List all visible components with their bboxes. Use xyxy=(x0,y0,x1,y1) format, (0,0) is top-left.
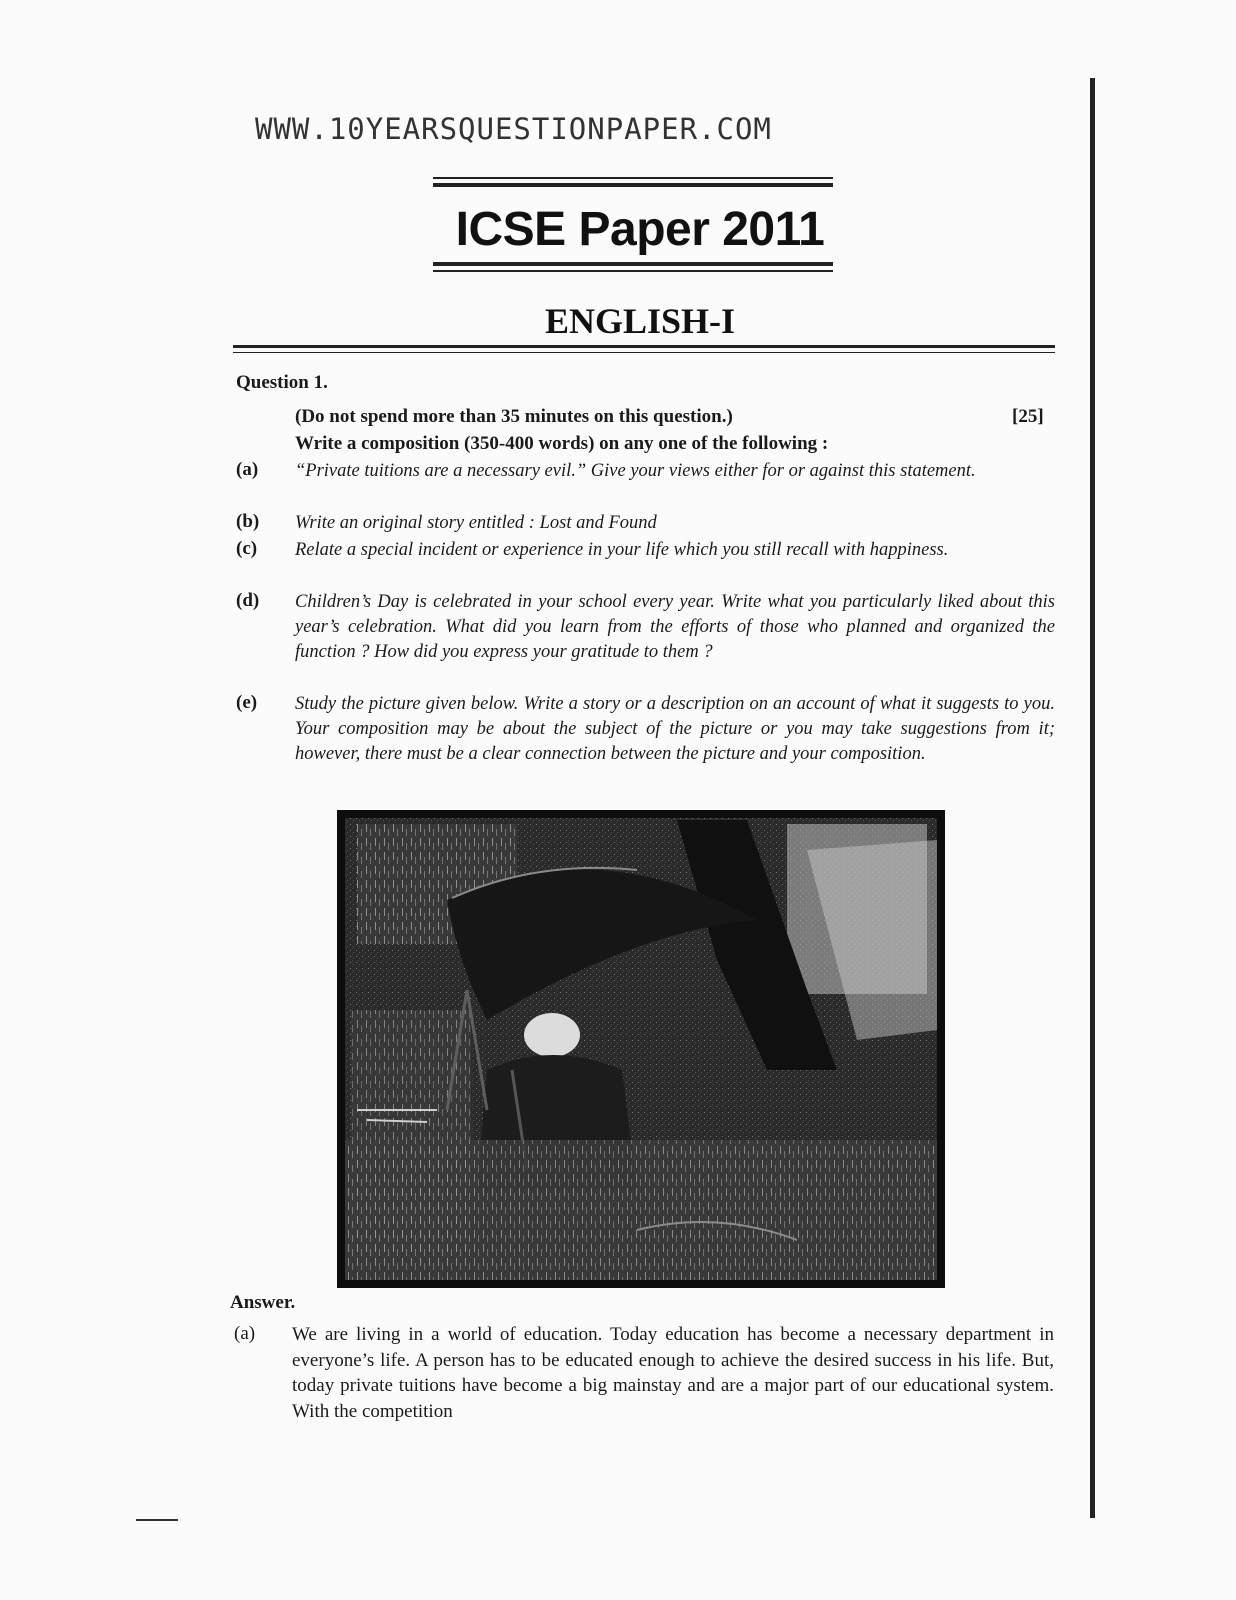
answer-a-text: We are living in a world of education. Today education has become a necessary department in everyone’s life. A person has to be educated enough to achieve the desired success in his life. But, today private tuitions have become a big mainstay and are a major part of our educational system. With the competition xyxy=(292,1324,1054,1422)
question-heading: Question 1. xyxy=(236,372,328,393)
scan-edge-line xyxy=(1090,78,1095,1518)
title-rule-bottom-1 xyxy=(433,262,833,266)
subject-heading: ENGLISH-I xyxy=(544,301,736,341)
subject-rule-2 xyxy=(233,352,1055,353)
paper-title: ICSE Paper 2011 xyxy=(455,203,825,256)
question-marks: [25] xyxy=(1012,406,1044,427)
question-picture xyxy=(337,810,945,1288)
option-c-text: Relate a special incident or experience in your life which you still recall with happiness. xyxy=(295,540,949,560)
option-d-text: Children’s Day is celebrated in your school every year. Write what you particularly liked about this year’s celebration. What did you learn from the efforts of those who planned and organized the function ? How did you express your gratitude to them ? xyxy=(295,592,1055,662)
option-a-text: “Private tuitions are a necessary evil.” Give your views either for or against this statement. xyxy=(295,461,976,481)
option-b-label: (b) xyxy=(236,511,260,532)
option-e-label: (e) xyxy=(236,692,258,713)
instruction-time: (Do not spend more than 35 minutes on this question.) xyxy=(295,406,733,427)
title-rule-top-2 xyxy=(433,183,833,187)
option-c-label: (c) xyxy=(236,538,258,559)
answer-heading: Answer. xyxy=(230,1292,296,1313)
answer-a-label: (a) xyxy=(234,1323,256,1344)
subject-rule-1 xyxy=(233,345,1055,348)
flood-umbrella-photo xyxy=(337,810,945,1288)
title-rule-top-1 xyxy=(433,177,833,179)
watermark-url: WWW.10YEARSQUESTIONPAPER.COM xyxy=(255,112,772,146)
instruction-task: Write a composition (350-400 words) on any one of the following : xyxy=(295,433,829,454)
option-e-text: Study the picture given below. Write a story or a description on an account of what it suggests to you. Your composition may be about the subject of the picture or you may take suggestions from it; however, there must be a clear connection between the picture and your composition. xyxy=(295,694,1055,764)
option-a-label: (a) xyxy=(236,459,259,480)
scan-foot-mark xyxy=(136,1519,178,1521)
option-b-text: Write an original story entitled : Lost and Found xyxy=(295,513,657,533)
option-d-label: (d) xyxy=(236,590,260,611)
title-rule-bottom-2 xyxy=(433,270,833,272)
